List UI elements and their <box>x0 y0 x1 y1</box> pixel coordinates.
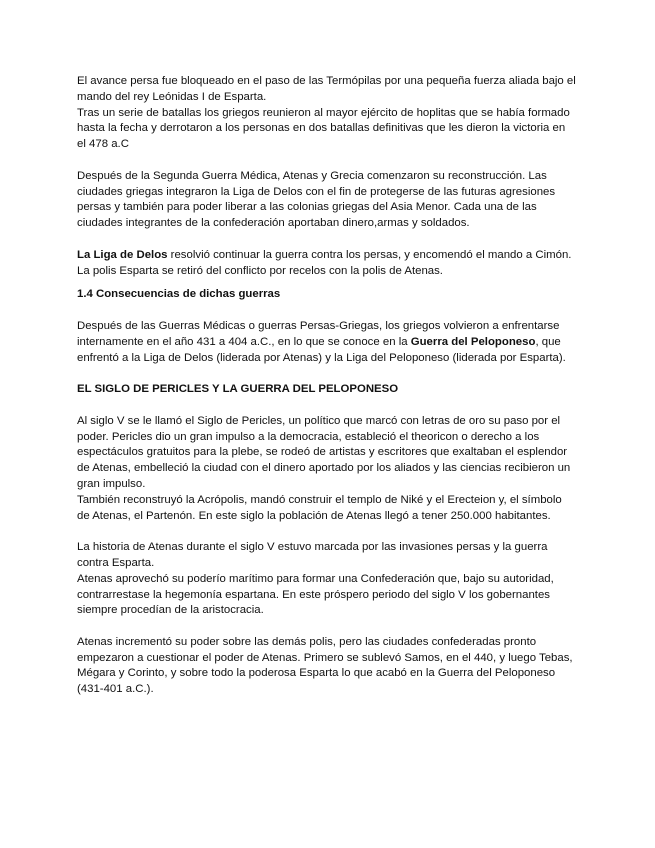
paragraph-historia-atenas: La historia de Atenas durante el siglo V estuvo marcada por las invasiones persas y la guerra contra Esparta. <box>77 541 548 569</box>
paragraph-liga-delos <box>77 248 577 280</box>
paragraph-termopilas: El avance persa fue bloqueado en el paso de las Termópilas por una pequeña fuerza aliada bajo el mando del rey Leónidas I de Esparta. <box>77 75 576 103</box>
paragraph-confederacion: Atenas aprovechó su poderío marítimo para formar una Confederación que, bajo su autoridad, contrarrestase la hegemonía espartana. En este próspero periodo del siglo V los gobernantes siempre procedían de la aristocracia. <box>77 572 554 617</box>
paragraph-liga-delos-text: resolvió continuar la guerra contra los persas, y encomendó el mando a Cimón. La polis Esparta se retiró del conflicto por recelos con la polis de Atenas. <box>77 248 572 277</box>
paragraph-guerra-peloponeso-text-a: Después de las Guerras Médicas o guerras Persas-Griegas, los griegos volvieron a enfrentarse internamente en el año 431 a 404 a.C., en lo que se conoce en la <box>77 319 560 348</box>
paragraph-guerra-peloponeso <box>77 319 577 366</box>
document-body <box>77 74 577 698</box>
paragraph-siglo-pericles: Al siglo V se le llamó el Siglo de Pericles, un político que marcó con letras de oro su paso por el poder. Pericles dio un gran impulso a la democracia, estableció el theoricon o derecho a los espectáculos gratuitos para la plebe, se rodeó de artistas y escritores que exaltaban el esplendor de Atenas, embelleció la ciudad con el dinero aportado por los aliados y las ciencias recibieron un gran impulso. <box>77 414 571 490</box>
bold-liga-delos: La Liga de Delos <box>77 248 168 261</box>
bold-guerra-peloponeso: Guerra del Peloponeso <box>410 335 536 348</box>
section-heading-siglo-pericles: EL SIGLO DE PERICLES Y LA GUERRA DEL PELOPONESO <box>77 383 399 396</box>
paragraph-poder-atenas: Atenas incrementó su poder sobre las demás polis, pero las ciudades confederadas pronto empezaron a cuestionar el poder de Atenas. Primero se sublevó Samos, en el 440, y luego Tebas, Mégara y Corinto, y sobre todo la poderosa Esparta lo que acabó en la Guerra del Peloponeso (431-401 a.C.). <box>77 635 573 696</box>
section-heading-consecuencias: 1.4 Consecuencias de dichas guerras <box>77 288 281 301</box>
paragraph-hoplitas: Tras un serie de batallas los griegos reunieron al mayor ejército de hoplitas que se había formado hasta la fecha y derrotaron a los personas en dos batallas definitivas que les dieron la victoria en el 478 a.C <box>77 106 570 151</box>
paragraph-guerra-peloponeso-text-b: , que enfrentó a la Liga de Delos (liderada por Atenas) y la Liga del Peloponeso (liderada por Esparta). <box>77 335 566 364</box>
paragraph-reconstruccion: Después de la Segunda Guerra Médica, Atenas y Grecia comenzaron su reconstrucción. Las ciudades griegas integraron la Liga de Delos con el fin de protegerse de las futuras agresiones persas y también para poder liberar a las colonias griegas del Asia Menor. Cada una de las ciudades integrantes de la confederación aportaban dinero,armas y soldados. <box>77 169 556 230</box>
paragraph-acropolis: También reconstruyó la Acrópolis, mandó construir el templo de Niké y el Erecteion y, el símbolo de Atenas, el Partenón. En este siglo la población de Atenas llegó a tener 250.000 habitantes. <box>77 493 562 522</box>
